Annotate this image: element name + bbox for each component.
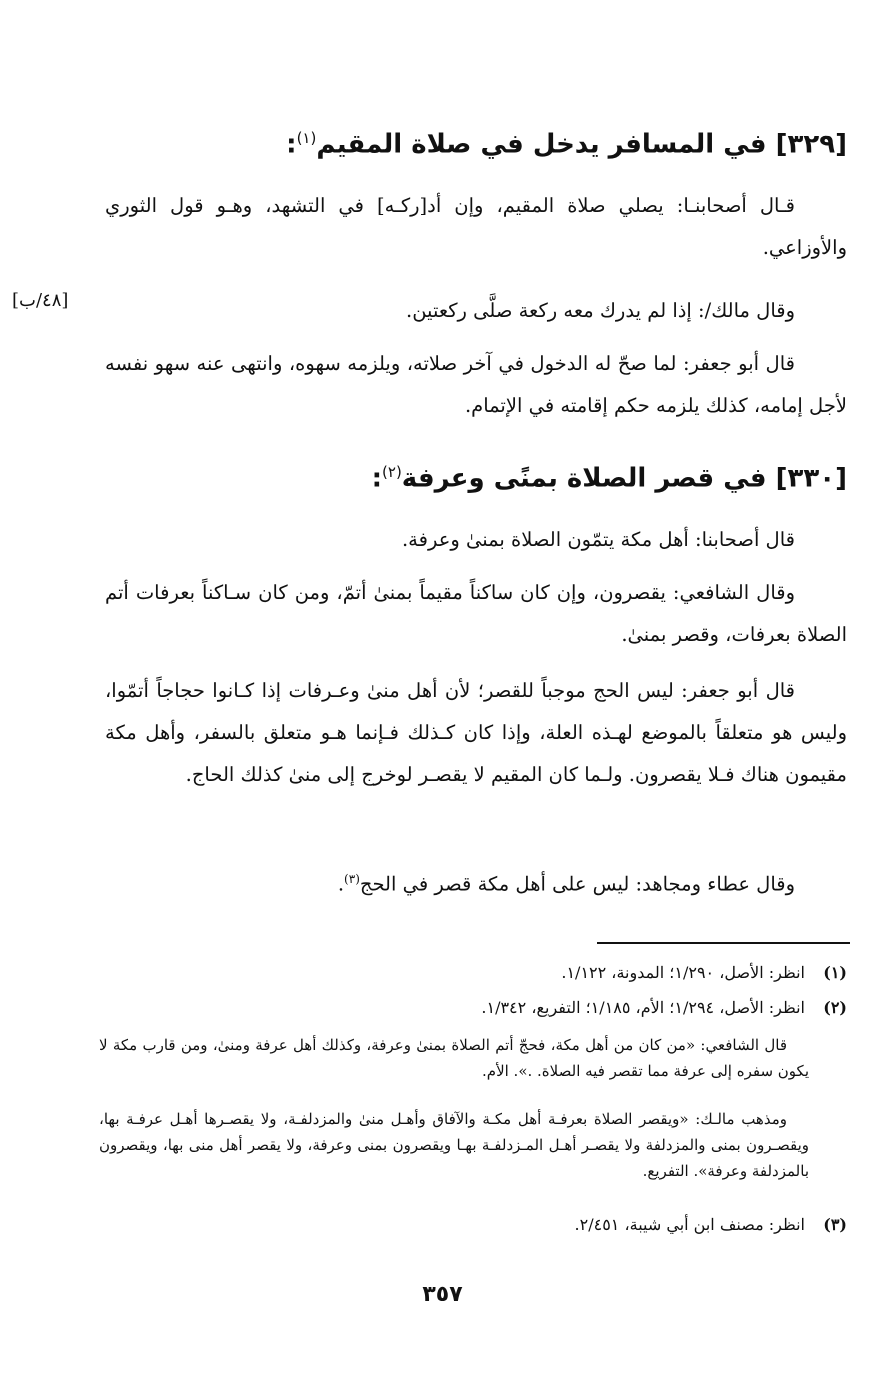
- paragraph: قـال أصحابنـا: يصلي صلاة المقيم، وإن أد[ركـه] في التشهد، وهـو قول الثوري والأوزاعي.: [105, 194, 847, 259]
- footnote-ref: (٣): [344, 872, 360, 886]
- section-title: في قصر الصلاة بمنًى وعرفة: [401, 463, 767, 494]
- footnote-2-quote: ومذهب مالـك: «ويقصر الصلاة بعرفـة أهل مكـة والآفاق وأهـل منىٰ والمزدلفـة، ولا يقصـرها أهـل عرفـة بها، ويقصـرون بمنى والمزدلفة ولا يقصـر أهـل المـزدلفـة بهـا ويقصرون بمنى وعرفة، ولا يقصر أهل منى بها، ويقصرون بالمزدلفة وعرفة». التفريع.: [99, 1110, 809, 1180]
- footnote-2: [105, 995, 847, 1021]
- footnote-text: انظر: مصنف ابن أبي شيبة، ٢/٤٥١.: [574, 1215, 805, 1234]
- section-title: في المسافر يدخل في صلاة المقيم: [316, 129, 767, 160]
- section-heading-329: [67, 118, 847, 165]
- footnote-1: [105, 960, 847, 986]
- footnote-number: (٣): [823, 1215, 847, 1234]
- page-number: ٣٥٧: [422, 1282, 463, 1307]
- heading-colon: :: [371, 463, 383, 494]
- paragraph: قال أبو جعفر: لما صحّ له الدخول في آخر صلاته، ويلزمه سهوه، وانتهى عنه سهو نفسه لأجل إمامه، كذلك يلزمه حكم إقامته في الإتمام.: [105, 352, 847, 417]
- footnote-ref: (١): [296, 129, 317, 147]
- footnote-2-quote: قال الشافعي: «من كان من أهل مكة، فحجّ أتم الصلاة بمنىٰ وعرفة، وكذلك أهل عرفة ومنىٰ، ومن قارب مكة لا يكون سفره إلى عرفة مما تقصر فيه الصلاة. .». الأم.: [99, 1036, 809, 1080]
- footnote-ref: (٢): [382, 463, 402, 481]
- section-heading-330: [67, 452, 847, 499]
- heading-colon: :: [286, 129, 297, 160]
- section-number: [٣٢٩]: [775, 129, 847, 160]
- paragraph: قال أبو جعفر: ليس الحج موجباً للقصر؛ لأن أهل منىٰ وعـرفات إذا كـانوا حجاجاً أتمّوا، وليس هو متعلقاً بالموضع لهـذه العلة، وإذا كان كـذلك فـإنما هـو متعلق بالسفر، وأهل مكة مقيمون هناك فـلا يقصرون. ولـما كان المقيم لا يقصـر لوخرج إلى منىٰ كذلك الحاج.: [105, 679, 847, 786]
- footnote-text: انظر: الأصل، ١/٢٩٤؛ الأم، ١/١٨٥؛ التفريع، ١/٣٤٢.: [481, 998, 805, 1017]
- footnote-separator: [597, 942, 850, 944]
- section-number: [٣٣٠]: [775, 463, 847, 494]
- paragraph: قال أصحابنا: أهل مكة يتمّون الصلاة بمنىٰ وعرفة.: [401, 528, 795, 551]
- paragraph-last: وقال عطاء ومجاهد: ليس على أهل مكة قصر في الحج$^{(٣)}$.: [337, 872, 795, 896]
- footnote-number: (١): [823, 963, 847, 982]
- paragraph: وقال الشافعي: يقصرون، وإن كان ساكناً مقيماً بمنىٰ أتمّ، ومن كان سـاكناً بعرفات أتم الصلاة بعرفات، وقصر بمنىٰ.: [105, 581, 847, 646]
- footnote-3: [105, 1212, 847, 1238]
- paragraph-text: وقال عطاء ومجاهد: ليس على أهل مكة قصر في الحج: [359, 872, 795, 896]
- margin-folio-note: [٤٨/ب]: [12, 290, 69, 311]
- footnote-text: انظر: الأصل، ١/٢٩٠؛ المدونة، ١/١٢٢.: [561, 963, 805, 982]
- paragraph: وقال مالك/: إذا لم يدرك معه ركعة صلَّى ركعتين.: [406, 299, 795, 322]
- footnote-number: (٢): [823, 998, 847, 1017]
